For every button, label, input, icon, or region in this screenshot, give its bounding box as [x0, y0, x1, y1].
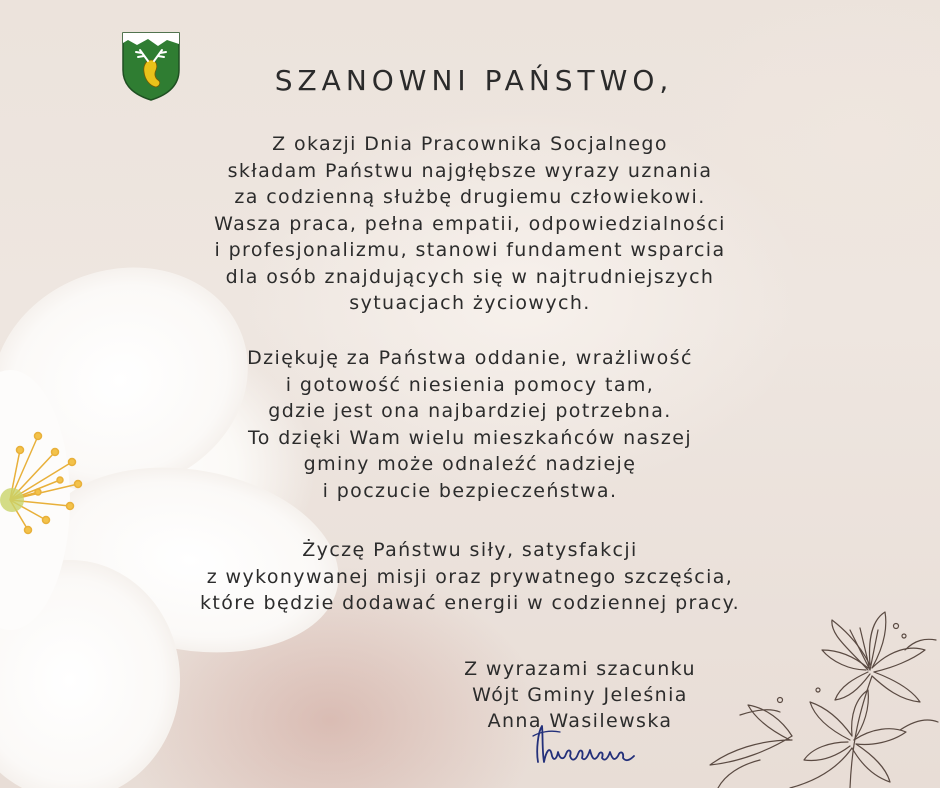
text-line: Z okazji Dnia Pracownika Socjalnego: [272, 133, 668, 155]
lily-line-drawing: [700, 590, 940, 788]
greeting-paragraph-1: [0, 131, 940, 317]
signoff-greeting: Z wyrazami szacunku: [464, 658, 696, 680]
text-line: sytuacjach życiowych.: [349, 292, 591, 314]
signoff-name: Anna Wasilewska: [487, 710, 673, 732]
greeting-paragraph-2: [0, 345, 940, 504]
text-line: i profesjonalizmu, stanowi fundament wsparcia: [214, 239, 726, 261]
text-line: Wasza praca, pełna empatii, odpowiedzialności: [214, 212, 726, 235]
text-line: gdzie jest ona najbardziej potrzebna.: [268, 400, 672, 422]
text-line: dla osób znajdujących się w najtrudniejszych: [225, 265, 715, 288]
text-line: gminy może odnaleźć nadzieję: [303, 453, 637, 475]
text-line: za codzienną służbę drugiemu człowiekowi.: [234, 186, 706, 208]
text-line: i gotowość niesienia pomocy tam,: [285, 373, 655, 396]
text-line: które będzie dodawać energii w codziennej pracy.: [199, 592, 741, 614]
text-line: Dziękuję za Państwa oddanie, wrażliwość: [247, 347, 693, 369]
text-line: To dzięki Wam wielu mieszkańców naszej: [247, 426, 693, 449]
handwritten-signature: [530, 722, 640, 768]
text-line: i poczucie bezpieczeństwa.: [322, 479, 618, 502]
text-line: z wykonywanej misji oraz prywatnego szczęścia,: [206, 565, 734, 588]
signoff-position: Wójt Gminy Jeleśnia: [472, 684, 688, 706]
text-line: składam Państwu najgłębsze wyrazy uznania: [227, 159, 713, 182]
text-line: Życzę Państwu siły, satysfakcji: [302, 539, 638, 561]
page-title: SZANOWNI PAŃSTWO,: [274, 64, 674, 97]
